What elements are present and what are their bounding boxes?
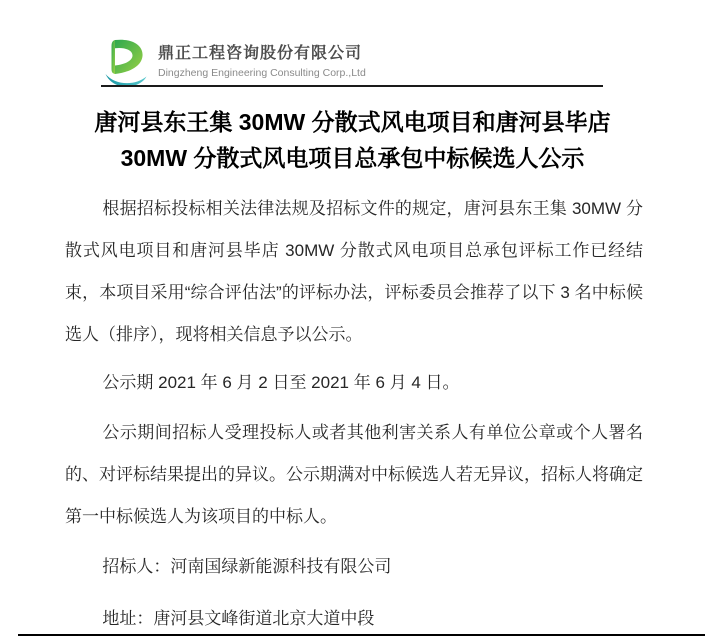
company-header [0,0,705,86]
paragraph-intro: 根据招标投标相关法律法规及招标文件的规定，唐河县东王集 30MW 分散式风电项目和唐河县毕店 30MW 分散式风电项目总承包评标工作已经结束，本项目采用“综合评估法”的评标办法，评标委员会推荐了以下 3 名中标候选人（排序），现将相关信息予以公示。 [65,199,643,344]
page-title [40,104,665,176]
announcement-body [65,188,643,637]
table-top-border [18,634,705,636]
page-title-line2: 30MW 分散式风电项目总承包中标候选人公示 [120,145,585,171]
header-divider [101,85,603,87]
company-name-block [158,44,366,80]
paragraph-tenderee: 招标人：河南国绿新能源科技有限公司 [102,557,392,576]
paragraph-address: 地址：唐河县文峰街道北京大道中段 [102,609,375,628]
paragraph-publicity-period: 公示期 2021 年 6 月 2 日至 2021 年 6 月 4 日。 [102,373,460,392]
page-title-line1: 唐河县东王集 30MW 分散式风电项目和唐河县毕店 [94,109,611,135]
company-name-en: Dingzheng Engineering Consulting Corp.,Ltd [158,67,366,79]
dingzheng-logo-icon [102,38,152,86]
paragraph-objection: 公示期间招标人受理投标人或者其他利害关系人有单位公章或个人署名的、对评标结果提出的异议。公示期满对中标候选人若无异议，招标人将确定第一中标候选人为该项目的中标人。 [65,423,643,526]
company-name-zh: 鼎正工程咨询股份有限公司 [158,45,363,62]
